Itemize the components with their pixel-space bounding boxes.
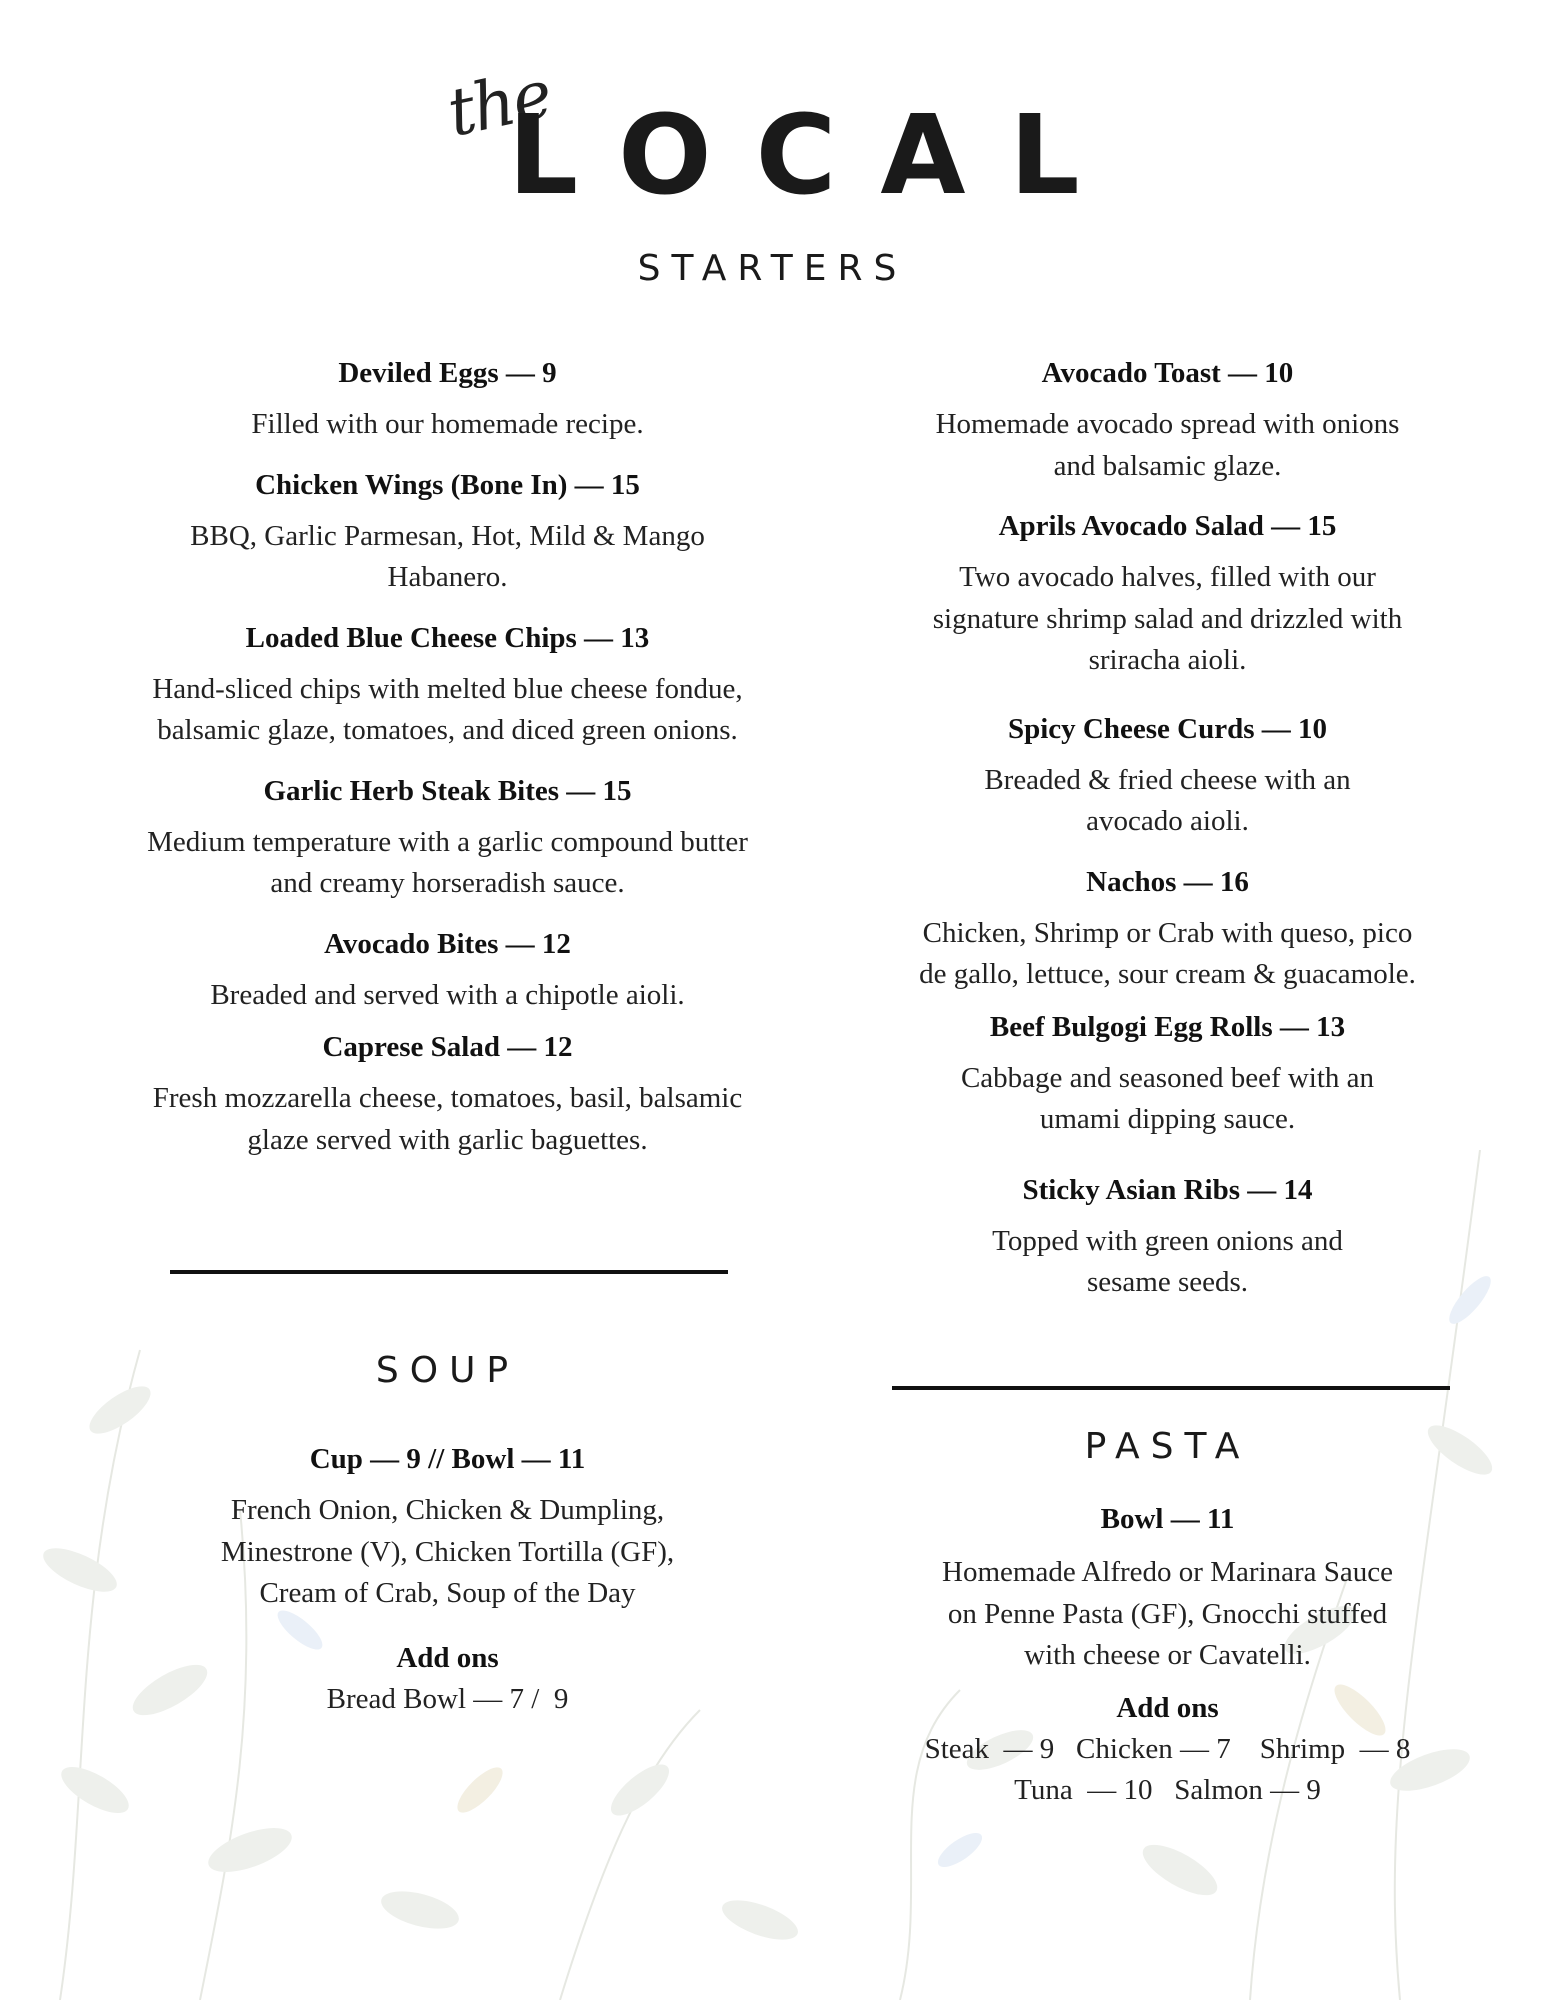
menu-item-name: Nachos — 16 (1086, 865, 1249, 898)
menu-item-description: Two avocado halves, filled with our signature shrimp salad and drizzled with sriracha aioli. (932, 561, 1403, 676)
menu-item-description: Hand-sliced chips with melted blue cheese fondue, balsamic glaze, tomatoes, and diced green onions. (152, 672, 743, 746)
addons-list: Bread Bowl — 7 / 9 (326, 1682, 569, 1715)
soup-section (140, 1438, 755, 1720)
menu-item-name: Aprils Avocado Salad — 15 (998, 510, 1337, 542)
menu-item-name: Chicken Wings (Bone In) — 15 (255, 468, 640, 501)
menu-item-name: Deviled Eggs — 9 (338, 357, 557, 389)
menu-item-description: Breaded & fried cheese with an avocado aioli. (984, 763, 1351, 837)
menu-item (140, 923, 755, 1017)
menu-item-name: Garlic Herb Steak Bites — 15 (263, 774, 632, 807)
menu-item-name: Loaded Blue Cheese Chips — 13 (245, 621, 650, 654)
menu-item (140, 770, 755, 905)
menu-item (880, 505, 1455, 682)
addons-title: Add ons (396, 1641, 499, 1674)
menu-item-description: Filled with our homemade recipe. (251, 408, 644, 440)
menu-item-description: French Onion, Chicken & Dumpling, Minestrone (V), Chicken Tortilla (GF), Cream of Crab, Soup of the Day (220, 1494, 675, 1609)
menu-item-description: Homemade avocado spread with onions and balsamic glaze. (935, 408, 1400, 482)
menu-item (880, 352, 1455, 487)
addons-list-line: Tuna — 10 Salmon — 9 (1014, 1774, 1321, 1806)
menu-item (880, 708, 1455, 843)
addons-title: Add ons (1116, 1691, 1219, 1724)
addons-list-line: Steak — 9 Chicken — 7 Shrimp — 8 (924, 1732, 1411, 1765)
starters-heading: STARTERS (637, 248, 908, 289)
menu-item-name: Spicy Cheese Curds — 10 (1007, 712, 1327, 745)
menu-item-name: Avocado Toast — 10 (1041, 357, 1294, 389)
logo-script-the: the (441, 55, 557, 152)
menu-item (140, 1026, 755, 1161)
menu-item-description: Breaded and served with a chipotle aioli. (210, 978, 685, 1011)
starters-left-column (140, 352, 755, 1161)
menu-item-description: Cabbage and seasoned beef with an umami dipping sauce. (960, 1061, 1375, 1135)
section-divider (892, 1386, 1450, 1390)
menu-item-description: BBQ, Garlic Parmesan, Hot, Mild & Mango Habanero. (190, 519, 705, 593)
menu-item (880, 1169, 1455, 1304)
section-divider (170, 1270, 728, 1274)
menu-item-name: Beef Bulgogi Egg Rolls — 13 (989, 1010, 1346, 1043)
menu-item (880, 1006, 1455, 1141)
logo-wordmark: LOCAL (508, 91, 1124, 219)
menu-item (880, 861, 1455, 996)
menu-item-name: Bowl — 11 (1100, 1503, 1235, 1535)
menu-item (140, 352, 755, 446)
menu-item (140, 617, 755, 752)
menu-item-description: Chicken, Shrimp or Crab with queso, pico de gallo, lettuce, sour cream & guacamole. (919, 916, 1416, 990)
logo (0, 30, 1545, 219)
menu-item-name: Caprese Salad — 12 (322, 1031, 573, 1063)
pasta-section (880, 1498, 1455, 1812)
soup-heading: SOUP (375, 1350, 520, 1391)
starters-right-column (880, 352, 1455, 1304)
pasta-heading: PASTA (1084, 1426, 1251, 1467)
menu-item-description: Fresh mozzarella cheese, tomatoes, basil, balsamic glaze served with garlic baguettes. (152, 1082, 743, 1156)
menu-item-description: Medium temperature with a garlic compound butter and creamy horseradish sauce. (147, 825, 748, 899)
menu-item (140, 464, 755, 599)
menu-item-name: Sticky Asian Ribs — 14 (1022, 1173, 1313, 1206)
menu-item-description: Topped with green onions and sesame seeds. (992, 1224, 1343, 1298)
menu-item-description: Homemade Alfredo or Marinara Sauce on Penne Pasta (GF), Gnocchi stuffed with cheese or Cavatelli. (942, 1556, 1393, 1671)
menu-item-name: Cup — 9 // Bowl — 11 (309, 1443, 586, 1475)
menu-item-name: Avocado Bites — 12 (324, 927, 571, 960)
